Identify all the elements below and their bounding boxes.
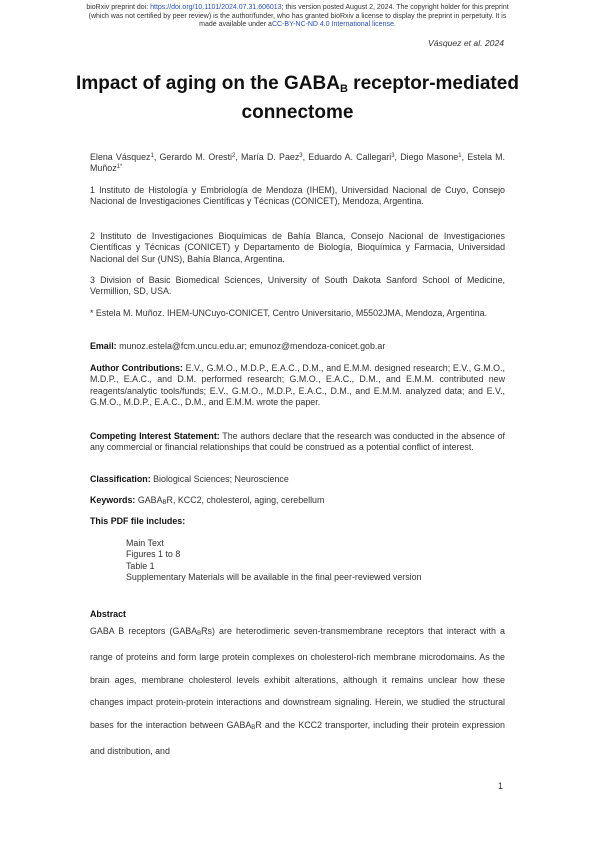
preprint-banner xyxy=(30,4,565,30)
author-list: Elena Vásquez$^1$, Gerardo M. Oresti$^2$, María D. Paez$^3$, Eduardo A. Callegari$^3$, Diego Masone$^1$, Estela M. Muñoz$^{1*}$ xyxy=(90,152,505,174)
abstract-heading: Abstract xyxy=(90,609,127,619)
affiliation-2: 2 Instituto de Investigaciones Bioquímicas de Bahía Blanca, Consejo Nacional de Investigaciones Científicas y Técnicas (CONICET) y Departamento de Biología, Bioquímica y Farmacia, Universidad Nacional del Sur (UNS), Bahía Blanca, Argentina. xyxy=(90,231,505,264)
doi-link[interactable]: https://doi.org/10.1101/2024.07.31.606013 xyxy=(150,4,282,11)
running-head: Vásquez et al. 2024 xyxy=(428,38,504,48)
email-addresses[interactable]: munoz.estela@fcm.uncu.edu.ar; emunoz@mendoza-conicet.gob.ar xyxy=(116,341,386,351)
author-contributions: Author Contributions: E.V., G.M.O., M.D.P., E.A.C., D.M., and E.M.M. designed research; E.V., G.M.O., M.D.P., E.A.C., and D.M. performed research; G.M.O., E.A.C., D.M., and E.M.M. contributed new reagents/analytic tools/funds; E.V., G.M.O., M.D.P., E.A.C., D.M., and E.M.M. analyzed data; and E.V., G.M.O., M.D.P., E.A.C., D.M., and E.M.M. wrote the paper. xyxy=(90,363,505,408)
competing-interest: Competing Interest Statement: The authors declare that the research was conducted in the absence of any commercial or financial relationships that could be construed as a potential conflict of interest. xyxy=(90,431,505,453)
includes-list xyxy=(126,538,422,584)
license-link[interactable]: CC-BY-NC-ND 4.0 International license xyxy=(271,21,394,29)
list-item: Figures 1 to 8 xyxy=(126,549,181,560)
affiliation-1: 1 Instituto de Histología y Embriología de Mendoza (IHEM), Universidad Nacional de Cuyo, Consejo Nacional de Investigaciones Científicas y Técnicas (CONICET), Mendoza, Argentina. xyxy=(90,185,505,207)
corresponding-author: * Estela M. Muñoz. IHEM-UNCuyo-CONICET, Centro Universitario, M5502JMA, Mendoza, Argentina. xyxy=(90,308,488,318)
email-line xyxy=(90,341,505,352)
includes-heading: This PDF file includes: xyxy=(90,516,186,526)
classification: Classification: Biological Sciences; Neuroscience xyxy=(90,474,289,484)
list-item: Main Text xyxy=(126,538,164,548)
banner-line-1: bioRxiv preprint doi: https://doi.org/10.1101/2024.07.31.606013; this version posted August 2, 2024. The copyright holder for this preprint xyxy=(86,4,509,11)
abstract-text: GABA B receptors (GABABRs) are heterodimeric seven-transmembrane receptors that interact with a range of proteins and form large protein complexes on cholesterol-rich membrane microdomains. As the brain ages, membrane cholesterol levels exhibit alterations, although it remains unclear how these changes impact protein-protein interactions and downstream signaling. Herein, we studied the structural bases for the interaction between GABABR and the KCC2 transporter, including their protein expression and distribution, and xyxy=(90,626,505,756)
banner-line-3: made available under aCC-BY-NC-ND 4.0 International license. xyxy=(199,21,396,29)
email-label: Email: xyxy=(90,341,117,351)
list-item: Table 1 xyxy=(126,560,155,571)
affiliation-3: 3 Division of Basic Biomedical Sciences, University of South Dakota Sanford School of Medicine, Vermillion, SD, USA. xyxy=(90,275,505,297)
banner-line-2: (which was not certified by peer review) is the author/funder, who has granted bioRxiv a license to display the preprint in perpetuity. It is xyxy=(88,12,507,20)
keywords: Keywords: GABABR, KCC2, cholesterol, aging, cerebellum xyxy=(90,495,325,506)
paper-title: Impact of aging on the $GABA_B$ receptor-mediated connectome xyxy=(76,73,519,123)
page-number: 1 xyxy=(498,781,503,791)
list-item: Supplementary Materials will be available in the final peer-reviewed version xyxy=(126,572,422,583)
